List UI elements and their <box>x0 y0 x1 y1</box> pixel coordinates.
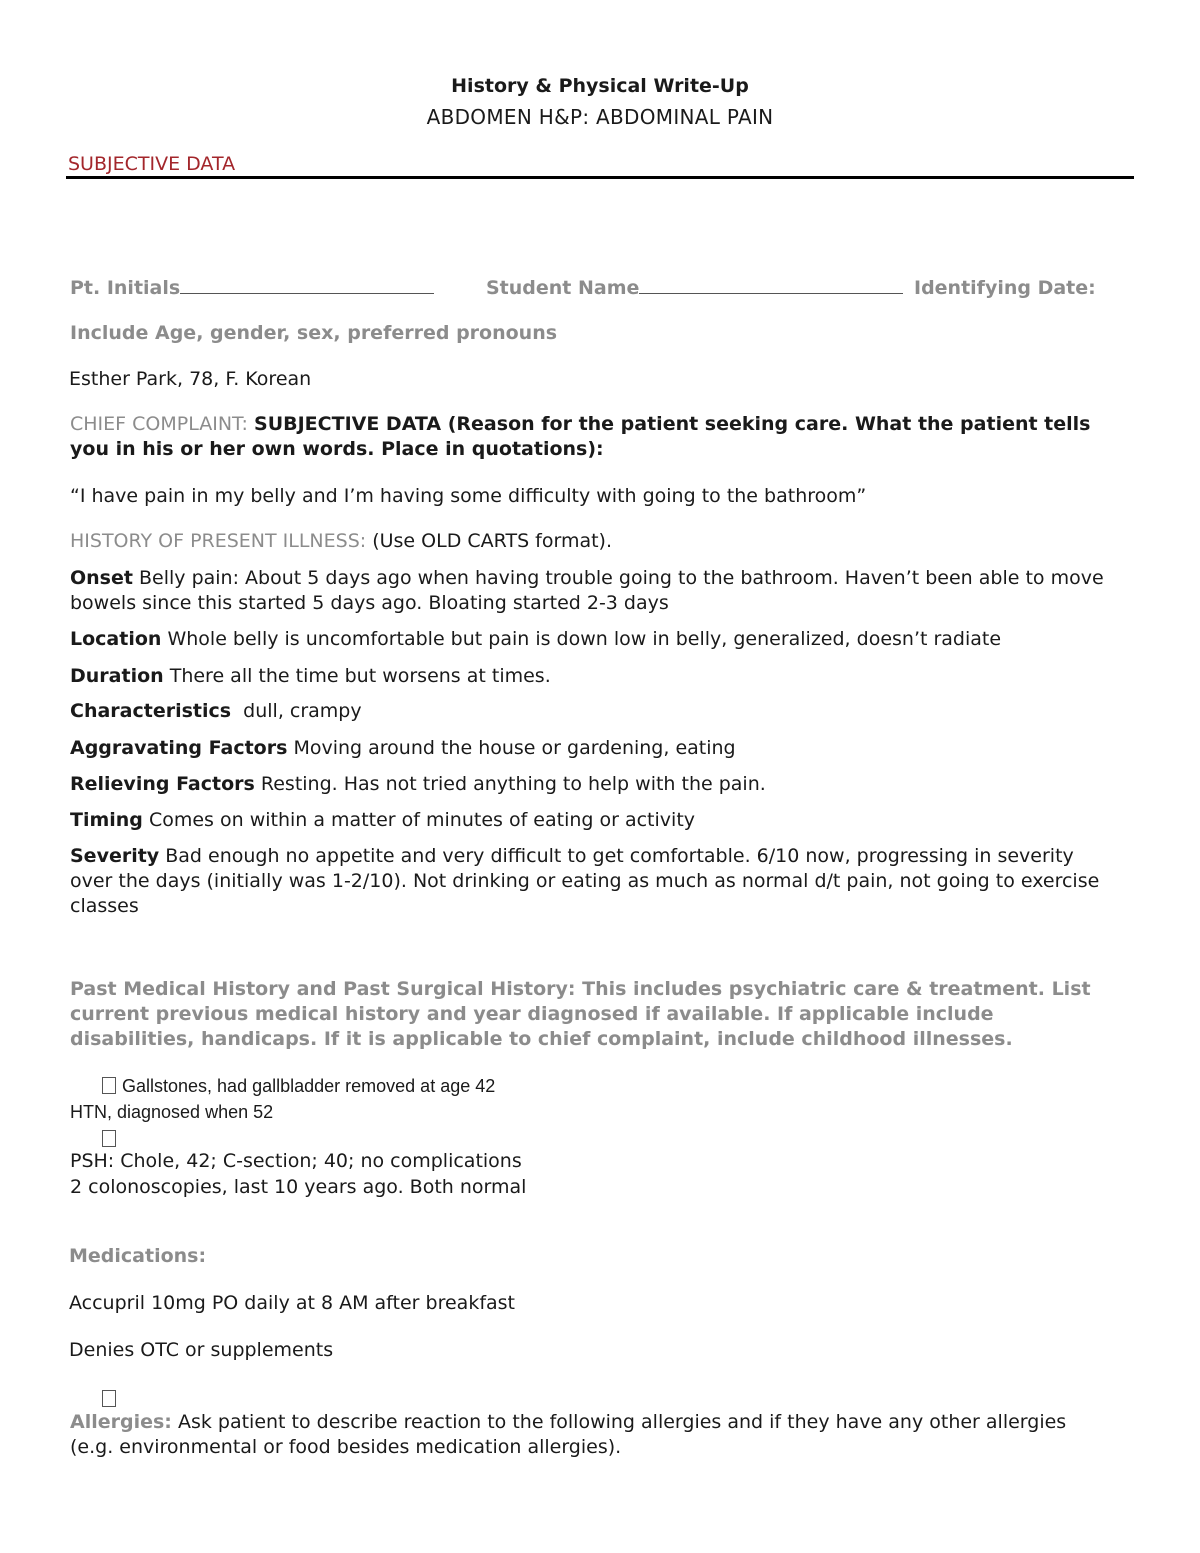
allergies-section <box>70 1410 1115 1460</box>
hpi-onset <box>70 566 1120 616</box>
hpi-item-text: Belly pain: About 5 days ago when having trouble going to the bathroom. Haven’t been able to move bowels since this started 5 days ago. Bloating started 2-3 days <box>70 567 1104 614</box>
hpi-item-label: Timing <box>70 809 143 831</box>
patient-initials-field <box>70 277 434 299</box>
document-title: History & Physical Write-Up <box>451 75 749 97</box>
hpi-item-text: Comes on within a matter of minutes of eating or activity <box>142 809 696 831</box>
hpi-relieving <box>70 772 1120 797</box>
pmh-item-text: Gallstones, had gallbladder removed at age 42 <box>122 1076 496 1096</box>
hpi-item-label: Severity <box>70 845 160 867</box>
identifying-date-label: Identifying Date: <box>914 277 1096 299</box>
hpi-item-text: Moving around the house or gardening, eating <box>287 737 736 759</box>
hpi-item-label: Onset <box>70 567 133 589</box>
colonoscopy-line: 2 colonoscopies, last 10 years ago. Both normal <box>70 1176 527 1198</box>
psh-line: PSH: Chole, 42; C-section; 40; no complications <box>70 1150 522 1172</box>
medication-otc: Denies OTC or supplements <box>69 1339 334 1361</box>
chief-complaint-prompt: SUBJECTIVE DATA (Reason for the patient seeking care. What the patient tells you in his or her own words. Place in quotations): <box>70 413 1091 460</box>
allergies-text: Ask patient to describe reaction to the following allergies and if they have any other allergies (e.g. environmental or food besides medication allergies). <box>70 1411 1067 1458</box>
chief-complaint-quote: “I have pain in my belly and I’m having some difficulty with going to the bathroom” <box>70 485 867 507</box>
pmh-heading <box>70 977 1100 1052</box>
demographics-prompt: Include Age, gender, sex, preferred pronouns <box>70 322 558 344</box>
medications-label: Medications: <box>69 1245 207 1267</box>
hpi-duration <box>70 664 1120 689</box>
student-name-label: Student Name <box>486 277 640 299</box>
hpi-characteristics <box>70 699 1120 724</box>
hpi-item-text: There all the time but worsens at times. <box>163 665 551 687</box>
hpi-item-label: Aggravating Factors <box>70 737 288 759</box>
hpi-severity <box>70 844 1120 919</box>
hpi-item-text: Resting. Has not tried anything to help with the pain. <box>254 773 766 795</box>
hpi-location <box>70 627 1120 652</box>
hpi-timing <box>70 808 1120 833</box>
hpi-aggravating <box>70 736 1120 761</box>
student-name-blank <box>639 292 903 294</box>
bullet-icon <box>102 1077 116 1094</box>
hpi-item-text: Whole belly is uncomfortable but pain is down low in belly, generalized, doesn’t radiate <box>161 628 1002 650</box>
section-heading-subjective: SUBJECTIVE DATA <box>68 153 236 175</box>
section-divider <box>66 176 1134 179</box>
bullet-icon <box>102 1388 122 1410</box>
document-subtitle: ABDOMEN H&P: ABDOMINAL PAIN <box>426 105 774 129</box>
chief-complaint <box>70 412 1120 462</box>
hpi-item-label: Location <box>70 628 162 650</box>
hpi-item-text: dull, crampy <box>231 700 362 722</box>
chief-complaint-label: CHIEF COMPLAINT: <box>70 413 248 435</box>
patient-initials-blank <box>180 292 434 294</box>
pmh-item-htn: HTN, diagnosed when 52 <box>70 1102 274 1122</box>
pmh-item-gallstones <box>102 1076 495 1097</box>
student-name-field <box>486 277 903 299</box>
hpi-item-label: Duration <box>70 665 164 687</box>
hpi-heading <box>70 530 612 552</box>
hpi-label: HISTORY OF PRESENT ILLNESS: <box>70 530 367 552</box>
bullet-icon <box>102 1128 122 1150</box>
demographics-value: Esther Park, 78, F. Korean <box>69 368 312 390</box>
hpi-item-label: Relieving Factors <box>70 773 255 795</box>
pmh-label: Past Medical History and Past Surgical History: <box>70 978 576 1000</box>
medication-item: Accupril 10mg PO daily at 8 AM after breakfast <box>69 1292 515 1314</box>
patient-initials-label: Pt. Initials <box>70 277 181 299</box>
hpi-format: (Use OLD CARTS format). <box>372 530 613 552</box>
pmh-prompt: This includes psychiatric care & treatment. List current previous medical history and year diagnosed if available. If applicable include disabilities, handicaps. If it is applicable to chief complaint, include childhood illnesses. <box>70 978 1091 1050</box>
hpi-item-text: Bad enough no appetite and very difficult to get comfortable. 6/10 now, progressing in severity over the days (initially was 1-2/10). Not drinking or eating as much as normal d/t pain, not going to exercise classes <box>70 845 1100 917</box>
allergies-label: Allergies: <box>70 1411 172 1433</box>
hpi-item-label: Characteristics <box>70 700 232 722</box>
